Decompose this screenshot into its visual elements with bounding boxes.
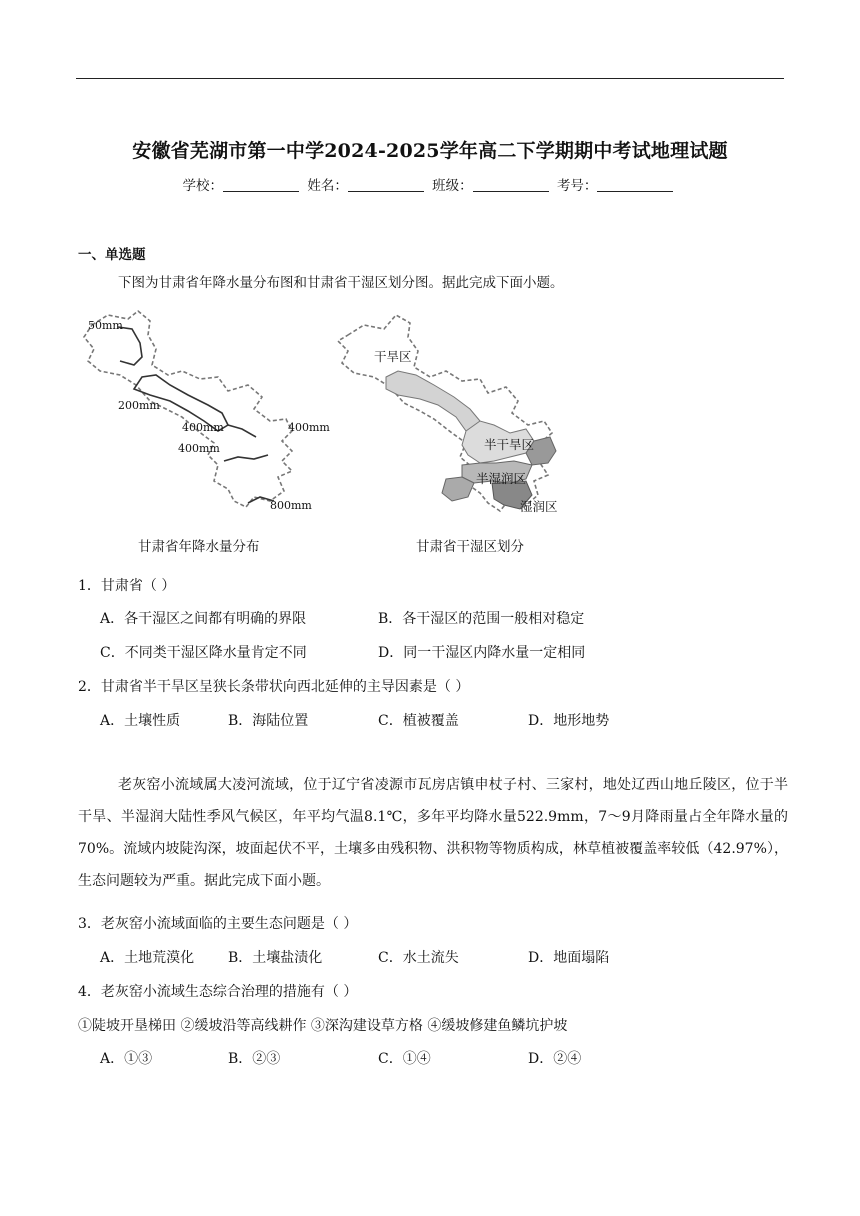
name-label: 姓名： [307, 178, 348, 194]
name-blank[interactable] [348, 177, 424, 192]
question-4-option-b[interactable]: B．②③ [228, 1051, 281, 1067]
gansu-outline-left [84, 311, 292, 507]
question-4-measures: ①陡坡开垦梯田 ②缓坡沿等高线耕作 ③深沟建设草方格 ④缓坡修建鱼鳞坑护坡 [78, 1018, 568, 1034]
question-4-option-d[interactable]: D．②④ [528, 1051, 582, 1067]
question-3-option-c[interactable]: C．水土流失 [378, 950, 459, 966]
school-blank[interactable] [223, 177, 299, 192]
question-2-stem: 2．甘肃省半干旱区呈狭长条带状向西北延伸的主导因素是（ ） [78, 679, 470, 695]
question-1-stem: 1．甘肃省（ ） [78, 578, 176, 594]
question-2-option-c[interactable]: C．植被覆盖 [378, 713, 459, 729]
label-400mm-1: 400mm [182, 421, 224, 434]
map-right-caption: 甘肃省干湿区划分 [416, 539, 524, 555]
map-left-caption: 甘肃省年降水量分布 [138, 539, 260, 555]
label-400mm-3: 400mm [178, 442, 220, 455]
question-4-stem: 4．老灰窑小流域生态综合治理的措施有（ ） [78, 984, 358, 1000]
label-semi-arid-zone: 半干旱区 [484, 437, 535, 452]
class-blank[interactable] [473, 177, 549, 192]
passage-laohuiyao [78, 769, 788, 897]
label-semi-humid-zone: 半湿润区 [476, 471, 527, 486]
question-3-stem: 3．老灰窑小流域面临的主要生态问题是（ ） [78, 916, 358, 932]
class-label: 班级： [432, 178, 473, 194]
label-arid-zone: 干旱区 [374, 349, 412, 364]
school-label: 学校： [182, 178, 224, 194]
precipitation-map [78, 305, 340, 520]
section-heading: 一、单选题 [78, 247, 146, 263]
dry-wet-zone-map [334, 305, 574, 520]
question-3-option-a[interactable]: A．土地荒漠化 [100, 950, 195, 966]
label-400mm-2: 400mm [288, 421, 330, 434]
semi-humid-west-lobe [442, 477, 474, 501]
question-1-option-c[interactable]: C．不同类干湿区降水量肯定不同 [100, 645, 307, 661]
question-1-option-d[interactable]: D．同一干湿区内降水量一定相同 [378, 645, 586, 661]
label-200mm: 200mm [118, 399, 160, 412]
question-4-option-a[interactable]: A．①③ [100, 1051, 153, 1067]
exam-number-label: 考号： [556, 178, 598, 194]
label-humid-zone: 湿润区 [520, 499, 558, 514]
passage-laohuiyao-text: 老灰窑小流域属大凌河流域，位于辽宁省凌源市瓦房店镇申杖子村、三家村，地处辽西山地丘陵区，位于半干旱、半湿润大陆性季风气候区，年平均气温8.1℃，多年平均降水量522.9mm，7～9月降雨量占全年降水量的70%。流域内坡陡沟深，坡面起伏不平，土壤多由残积物、洪积物等物质构成，林草植被覆盖率较低（42.97%），生态问题较为严重。据此完成下面小题。 [78, 777, 788, 889]
section-intro: 下图为甘肃省年降水量分布图和甘肃省干湿区划分图。据此完成下面小题。 [118, 275, 564, 291]
label-50mm: 50mm [88, 319, 123, 332]
question-4-option-c[interactable]: C．①④ [378, 1051, 431, 1067]
question-2-option-a[interactable]: A．土壤性质 [100, 713, 181, 729]
question-1-option-a[interactable]: A．各干湿区之间都有明确的界限 [100, 611, 307, 627]
exam-number-blank[interactable] [597, 177, 673, 192]
label-800mm: 800mm [270, 499, 312, 512]
page-title: 安徽省芜湖市第一中学2024-2025学年高二下学期期中考试地理试题 [132, 140, 728, 162]
header-rule [76, 78, 784, 79]
student-info-line [0, 174, 860, 194]
question-3-option-d[interactable]: D．地面塌陷 [528, 950, 610, 966]
question-3-option-b[interactable]: B．土壤盐渍化 [228, 950, 323, 966]
question-2-option-b[interactable]: B．海陆位置 [228, 713, 309, 729]
question-2-option-d[interactable]: D．地形地势 [528, 713, 610, 729]
question-1-option-b[interactable]: B．各干湿区的范围一般相对稳定 [378, 611, 585, 627]
